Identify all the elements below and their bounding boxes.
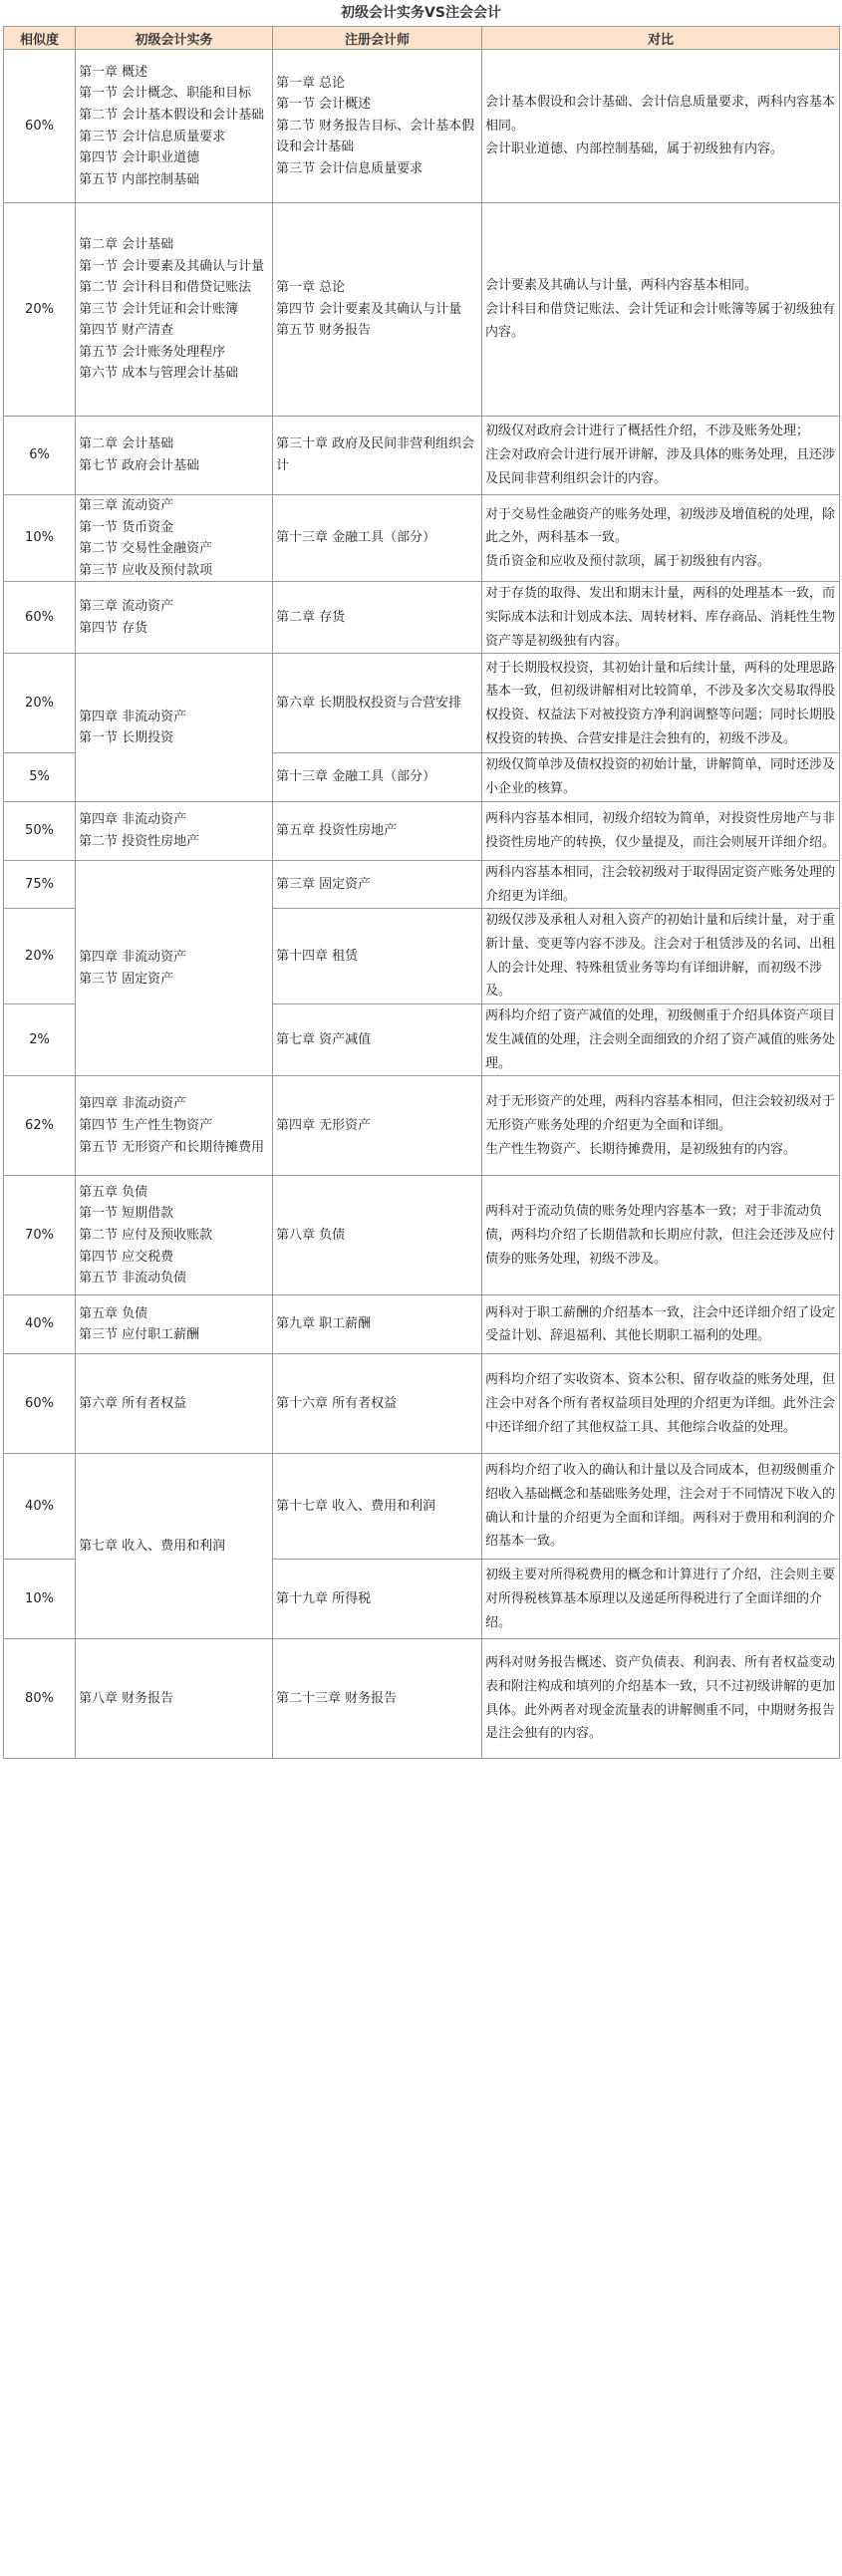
table-row: [4, 654, 840, 753]
header-row: [4, 27, 840, 50]
junior-cell: 第二章 会计基础 第一节 会计要素及其确认与计量 第二节 会计科目和借贷记账法 第三节 会计凭证和会计账簿 第四节 财产清查 第五节 会计账务处理程序 第六节 成本与管理会计基础: [76, 203, 273, 417]
junior-cell: 第五章 负债 第一节 短期借款 第二节 应付及预收账款 第四节 应交税费 第五节 非流动负债: [76, 1176, 273, 1295]
table-row: [4, 203, 840, 417]
table-row: [4, 1454, 840, 1560]
junior-cell: 第八章 财务报告: [76, 1639, 273, 1759]
table-row: [4, 417, 840, 495]
comparison-cell: 两科均介绍了收入的确认和计量以及合同成本，但初级侧重介绍收入基础概念和基础账务处理，注会对于不同情况下收入的确认和计量的介绍更为全面和详细。两科对于费用和利润的介绍基本一致。: [482, 1454, 840, 1560]
similarity-cell: 62%: [4, 1076, 76, 1176]
comparison-cell: 对于存货的取得、发出和期末计量，两科的处理基本一致，而实际成本法和计划成本法、周转材料、库存商品、消耗性生物资产等是初级独有内容。: [482, 582, 840, 654]
comparison-cell: 初级仅涉及承租人对租入资产的初始计量和后续计量，对于重新计量、变更等内容不涉及。注会对于租赁涉及的名词、出租人的会计处理、特殊租赁业务等均有详细讲解，而初级不涉及。: [482, 909, 840, 1004]
comparison-cell: 对于无形资产的处理，两科内容基本相同，但注会较初级对于无形资产账务处理的介绍更为全面和详细。 生产性生物资产、长期待摊费用，是初级独有的内容。: [482, 1076, 840, 1176]
junior-cell: 第四章 非流动资产 第三节 固定资产: [76, 860, 273, 1075]
junior-cell: 第三章 流动资产 第四节 存货: [76, 582, 273, 654]
page-title: 初级会计实务VS注会会计: [341, 5, 501, 21]
table-row: [4, 1639, 840, 1759]
cpa-cell: 第十七章 收入、费用和利润: [273, 1454, 482, 1560]
cpa-cell: 第八章 负债: [273, 1176, 482, 1295]
junior-cell: 第五章 负债 第三节 应付职工薪酬: [76, 1295, 273, 1354]
junior-cell: 第三章 流动资产 第一节 货币资金 第二节 交易性金融资产 第三节 应收及预付款项: [76, 495, 273, 582]
comparison-cell: 两科对财务报告概述、资产负债表、利润表、所有者权益变动表和附注构成和填列的介绍基本一致，只不过初级讲解的更加具体。此外两者对现金流量表的讲解侧重不同，中期财务报告是注会独有的内容。: [482, 1639, 840, 1759]
similarity-cell: 6%: [4, 417, 76, 495]
similarity-cell: 75%: [4, 860, 76, 908]
similarity-cell: 2%: [4, 1004, 76, 1076]
junior-cell: 第七章 收入、费用和利润: [76, 1454, 273, 1639]
comparison-cell: 两科对于职工薪酬的介绍基本一致，注会中还详细介绍了设定受益计划、辞退福利、其他长期职工福利的处理。: [482, 1295, 840, 1354]
comparison-cell: 会计要素及其确认与计量，两科内容基本相同。 会计科目和借贷记账法、会计凭证和会计账簿等属于初级独有内容。: [482, 203, 840, 417]
header-comparison: 对比: [482, 27, 840, 50]
table-row: [4, 1176, 840, 1295]
table-row: [4, 860, 840, 908]
cpa-cell: 第七章 资产减值: [273, 1004, 482, 1076]
cpa-cell: 第十三章 金融工具（部分）: [273, 495, 482, 582]
junior-cell: 第四章 非流动资产 第二节 投资性房地产: [76, 801, 273, 860]
junior-cell: 第四章 非流动资产 第四节 生产性生物资产 第五节 无形资产和长期待摊费用: [76, 1076, 273, 1176]
similarity-cell: 50%: [4, 801, 76, 860]
cpa-cell: 第九章 职工薪酬: [273, 1295, 482, 1354]
comparison-cell: 两科均介绍了实收资本、资本公积、留存收益的账务处理，但注会中对各个所有者权益项目处理的介绍更为详细。此外注会中还详细介绍了其他权益工具、其他综合收益的处理。: [482, 1354, 840, 1454]
similarity-cell: 60%: [4, 1354, 76, 1454]
cpa-cell: 第一章 总论 第四节 会计要素及其确认与计量 第五节 财务报告: [273, 203, 482, 417]
junior-cell: 第四章 非流动资产 第一节 长期投资: [76, 654, 273, 801]
similarity-cell: 5%: [4, 753, 76, 801]
similarity-cell: 10%: [4, 1560, 76, 1639]
cpa-cell: 第十三章 金融工具（部分）: [273, 753, 482, 801]
cpa-cell: 第六章 长期股权投资与合营安排: [273, 654, 482, 753]
comparison-cell: 对于交易性金融资产的账务处理，初级涉及增值税的处理，除此之外，两科基本一致。 货币资金和应收及预付款项，属于初级独有内容。: [482, 495, 840, 582]
table-row: [4, 801, 840, 860]
similarity-cell: 40%: [4, 1295, 76, 1354]
junior-cell: 第一章 概述 第一节 会计概念、职能和目标 第二节 会计基本假设和会计基础 第三节 会计信息质量要求 第四节 会计职业道德 第五节 内部控制基础: [76, 50, 273, 203]
cpa-cell: 第二章 存货: [273, 582, 482, 654]
table-row: [4, 50, 840, 203]
similarity-cell: 60%: [4, 50, 76, 203]
similarity-cell: 40%: [4, 1454, 76, 1560]
cpa-cell: 第十九章 所得税: [273, 1560, 482, 1639]
table-row: [4, 1295, 840, 1354]
comparison-cell: 两科内容基本相同，初级介绍较为简单，对投资性房地产与非投资性房地产的转换，仅少量提及，而注会则展开详细介绍。: [482, 801, 840, 860]
similarity-cell: 20%: [4, 909, 76, 1004]
cpa-cell: 第十六章 所有者权益: [273, 1354, 482, 1454]
comparison-cell: 两科均介绍了资产减值的处理，初级侧重于介绍具体资产项目发生减值的处理，注会则全面细致的介绍了资产减值的账务处理。: [482, 1004, 840, 1076]
similarity-cell: 20%: [4, 654, 76, 753]
header-cpa-accounting: 注册会计师: [273, 27, 482, 50]
comparison-cell: 两科内容基本相同，注会较初级对于取得固定资产账务处理的介绍更为详细。: [482, 860, 840, 908]
comparison-cell: 初级主要对所得税费用的概念和计算进行了介绍，注会则主要对所得税核算基本原理以及递延所得税进行了全面详细的介绍。: [482, 1560, 840, 1639]
comparison-cell: 初级仅对政府会计进行了概括性介绍，不涉及账务处理； 注会对政府会计进行展开讲解，涉及具体的账务处理，且还涉及民间非营利组织会计的内容。: [482, 417, 840, 495]
cpa-cell: 第二十三章 财务报告: [273, 1639, 482, 1759]
cpa-cell: 第五章 投资性房地产: [273, 801, 482, 860]
similarity-cell: 70%: [4, 1176, 76, 1295]
similarity-cell: 60%: [4, 582, 76, 654]
comparison-cell: 两科对于流动负债的账务处理内容基本一致；对于非流动负债，两科均介绍了长期借款和长期应付款，但注会还涉及应付债券的账务处理，初级不涉及。: [482, 1176, 840, 1295]
similarity-cell: 10%: [4, 495, 76, 582]
table-row: [4, 495, 840, 582]
similarity-cell: 20%: [4, 203, 76, 417]
table-row: [4, 582, 840, 654]
comparison-cell: 对于长期股权投资，其初始计量和后续计量，两科的处理思路基本一致，但初级讲解相对比较简单，不涉及多次交易取得股权投资、权益法下对被投资方净利润调整等问题；同时长期股权投资的转换、合营安排是注会独有的，初级不涉及。: [482, 654, 840, 753]
cpa-cell: 第四章 无形资产: [273, 1076, 482, 1176]
similarity-cell: 80%: [4, 1639, 76, 1759]
cpa-cell: 第一章 总论 第一节 会计概述 第二节 财务报告目标、会计基本假设和会计基础 第三节 会计信息质量要求: [273, 50, 482, 203]
junior-cell: 第六章 所有者权益: [76, 1354, 273, 1454]
cpa-cell: 第三十章 政府及民间非营利组织会计: [273, 417, 482, 495]
comparison-table: [3, 26, 840, 1759]
table-row: [4, 1354, 840, 1454]
cpa-cell: 第十四章 租赁: [273, 909, 482, 1004]
header-similarity: 相似度: [4, 27, 76, 50]
header-junior-accounting: 初级会计实务: [76, 27, 273, 50]
comparison-cell: 初级仅简单涉及债权投资的初始计量，讲解简单，同时还涉及小企业的核算。: [482, 753, 840, 801]
cpa-cell: 第三章 固定资产: [273, 860, 482, 908]
table-row: [4, 1076, 840, 1176]
comparison-cell: 会计基本假设和会计基础、会计信息质量要求，两科内容基本相同。 会计职业道德、内部控制基础，属于初级独有内容。: [482, 50, 840, 203]
junior-cell: 第二章 会计基础 第七节 政府会计基础: [76, 417, 273, 495]
